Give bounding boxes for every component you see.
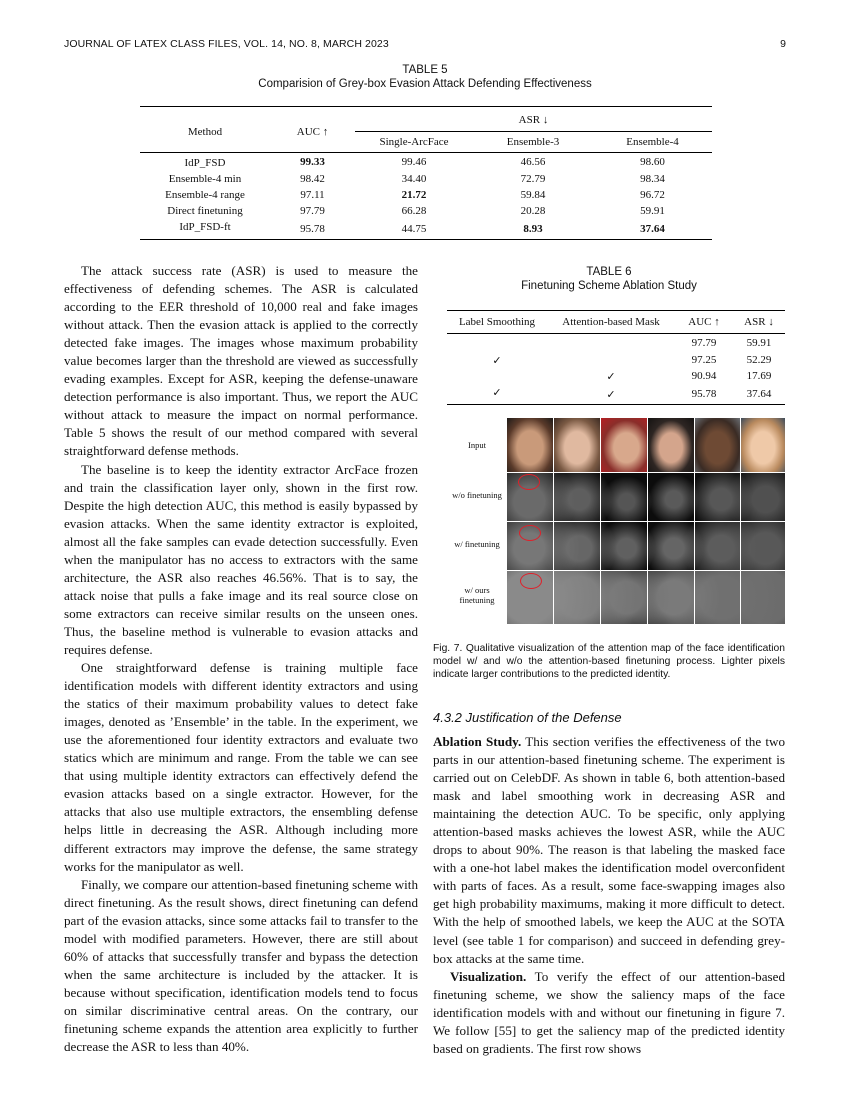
fig7-input-row — [507, 418, 785, 472]
saliency-map — [507, 522, 785, 570]
visualization-text: To verify the effect of our attention-based finetuning scheme, we show the saliency maps of the face identification models with and without our finetuning in figure 7. We follow [55] to get the saliency map of the predicted identity based on gradients. The first row shows — [433, 968, 785, 1056]
paragraph: The baseline is to keep the identity extractor ArcFace frozen and train the classification layer only, shown in the first row. Despite the high detection AUC, this method is easily bypassed by evasion attacks. When the same identity extractor is exploited, almost all the fake samples can evade detection successfully. Even when the manipulator has no access to extractors with the same architecture, the ASR also reaches 46.56%. That is to say, the attack noise that pulls a fake image and its real source close on some extractors can receive similar results on the unseen ones. Thus, the baseline method is vulnerable to evasion attacks and requires defense. — [64, 461, 418, 657]
table6-cell — [447, 334, 547, 353]
highlight-circle — [520, 573, 542, 589]
table5-cell: 20.28 — [520, 205, 546, 217]
table5-subheader: Ensemble-4 — [626, 136, 679, 148]
table5 — [140, 106, 712, 240]
table6-cell: ✓ — [606, 388, 616, 401]
table5-cell: 99.46 — [401, 156, 427, 168]
table6-cell: 37.64 — [746, 388, 772, 400]
grid-divider — [694, 473, 695, 624]
face-image — [507, 418, 553, 472]
table6-header: Attention-based Mask — [562, 316, 660, 328]
table5-title: Comparision of Grey-box Evasion Attack Defending Effectiveness — [258, 78, 592, 90]
paragraph: The attack success rate (ASR) is used to measure the effectiveness of defending schemes. The ASR is calculated according to the EER threshold of 10,000 real and fake images without attack. Then the evasion attack is applied to the correctly detected fake images. The images whose maximum probability value becomes larger than the threshold are viewed as successfully evading examples. Except for ASR, keeping the defense-unaware detection performance is also important. Thus, we report the AUC without attack to measure the impact on normal performance. Table 5 shows the result of our method compared with several straightforward defense methods. — [64, 263, 418, 459]
table5-caption — [0, 63, 850, 91]
table5-cell: 59.91 — [640, 205, 665, 217]
table6-header: ASR ↓ — [744, 316, 774, 328]
fig7-row-label: w/ finetuning — [454, 539, 500, 549]
visualization-lead: Visualization. — [450, 968, 527, 984]
table6-cell: 95.78 — [691, 388, 717, 400]
table6-cell: 90.94 — [691, 370, 717, 382]
fig7-saliency-row — [507, 473, 785, 521]
table5-cell: IdP_FSD-ft — [179, 221, 231, 233]
table5-cell: Ensemble-4 range — [165, 189, 245, 201]
table5-cell: IdP_FSD — [184, 157, 226, 169]
running-header: JOURNAL OF LATEX CLASS FILES, VOL. 14, NO. 8, MARCH 2023 — [64, 38, 389, 50]
face-image — [741, 418, 785, 472]
table6-cell: 97.79 — [691, 337, 717, 349]
table5-subheader: Single-ArcFace — [379, 136, 449, 148]
table6-caption — [433, 265, 785, 293]
grid-divider — [600, 473, 601, 624]
paragraph: Finally, we compare our attention-based finetuning scheme with direct finetuning. As the result shows, direct finetuning can defend part of the evasion attacks, since some attacks fail to transfer to the model with modified parameters. However, there are still about 60% of attacks that successfully transfer and bypass the detection when the same architecture is included by the attacker. It is because without specification, identification models tend to focus on similar discriminative central areas. On the contrary, our finetuning scheme expands the attention area explicitly to further decrease the ASR to less than 40%. — [64, 876, 418, 1055]
ablation-lead: Ablation Study. — [433, 734, 522, 749]
fig7-row-label: w/ ours finetuning — [459, 585, 495, 605]
table5-cell: 98.34 — [640, 173, 665, 185]
table5-header-auc: AUC ↑ — [296, 125, 329, 138]
table6-cell: 97.25 — [691, 354, 717, 366]
table5-cell: 21.72 — [401, 189, 427, 201]
table5-cell: 72.79 — [520, 173, 546, 185]
table5-cell: 97.11 — [300, 189, 325, 201]
table5-cell: 8.93 — [523, 223, 543, 235]
highlight-circle — [519, 525, 541, 541]
grid-divider — [553, 473, 554, 624]
table5-cell: 46.56 — [520, 156, 546, 168]
table6-cell: 59.91 — [746, 337, 772, 349]
table5-cell: 44.75 — [401, 223, 427, 235]
grid-divider — [740, 473, 741, 624]
grid-divider — [647, 473, 648, 624]
table6 — [447, 310, 785, 405]
table6-cell — [547, 352, 675, 368]
table5-cell: 66.28 — [401, 205, 427, 217]
table6-label: TABLE 6 — [586, 266, 632, 278]
right-column — [433, 733, 785, 1058]
face-image — [648, 418, 694, 472]
table6-header: AUC ↑ — [688, 316, 720, 328]
paragraph — [433, 968, 785, 1058]
table6-cell — [447, 368, 547, 384]
figure7 — [447, 418, 785, 624]
fig7-row-label: w/o finetuning — [452, 490, 502, 500]
table5-cell: 96.72 — [640, 189, 665, 201]
face-image — [695, 418, 740, 472]
table5-cell: Direct finetuning — [167, 205, 243, 217]
table6-cell: ✓ — [492, 386, 502, 399]
saliency-map — [507, 571, 785, 624]
table5-cell: 59.84 — [520, 189, 546, 201]
table6-cell — [547, 334, 675, 353]
table5-cell: 97.79 — [300, 205, 325, 217]
table6-cell: ✓ — [606, 370, 616, 383]
figure7-caption: Fig. 7. Qualitative visualization of the attention map of the face identification model w/ and w/o the attention-based finetuning process. Lighter pixels indicate larger contributions to the predicted identity. — [433, 643, 785, 680]
table6-title: Finetuning Scheme Ablation Study — [521, 280, 697, 292]
table6-cell: 17.69 — [746, 370, 772, 382]
table6-cell: ✓ — [492, 354, 502, 367]
table6-header: Label Smoothing — [458, 316, 536, 328]
table5-cell: 98.42 — [300, 173, 325, 185]
table5-label: TABLE 5 — [402, 64, 448, 76]
fig7-row-label: Input — [468, 440, 486, 450]
paragraph — [433, 733, 785, 968]
fig7-grid — [507, 418, 785, 624]
fig7-saliency-row — [507, 571, 785, 624]
fig7-saliency-row — [507, 522, 785, 570]
table5-cell: 99.33 — [300, 156, 325, 168]
paragraph: One straightforward defense is training multiple face identification models with different identity extractors and using the statics of their maximum probability values to detect fake images, denoted as ’Ensemble’ in the table. In the experiment, we use the aforementioned four identity extractors and evaluate two statics which are minimum and range. From the table we can see that using multiple identity extractors can effectively defend the evasion attacks based on a single extractor. However, for the attacks that also use multiple extractors, the ensembling defense helps little in decreasing the ASR. Although including more different extractors may improve the defense, the same strategy works for the manipulator as well. — [64, 660, 418, 874]
saliency-map — [507, 473, 785, 521]
ablation-text: This section verifies the effectiveness of the two parts in our attention-based finetuning scheme. The experiment is carried out on CelebDF. As shown in table 6, both attention-based mask and label smoothing work in decreasing ASR and maintaining the detection AUC. To be specific, only applying attention-based masks achieves the lowest ASR, while the AUC drops to about 90%. The reason is that labeling the masked face with a one-hot label makes the identification model overconfident with parts of faces. As a result, some face-swapping images also get high probability maximums, making it more difficult to detect. With the help of smoothed labels, we keep the AUC at the SOTA level (see table 1 for comparison) and succeed in defending grey-box attacks at the same time. — [433, 734, 785, 966]
table5-cell: Ensemble-4 min — [168, 173, 242, 185]
table5-header-method: Method — [187, 125, 223, 138]
table5-cell: 34.40 — [401, 173, 427, 185]
face-image — [554, 418, 600, 472]
table5-cell: 95.78 — [300, 223, 325, 235]
table5-subheader: Ensemble-3 — [506, 136, 560, 148]
section-heading: 4.3.2 Justification of the Defense — [433, 710, 622, 725]
table6-cell: 52.29 — [746, 354, 772, 366]
table5-header-asr: ASR ↓ — [355, 107, 712, 132]
page-number: 9 — [780, 38, 786, 50]
table5-cell: 98.60 — [640, 156, 665, 168]
table5-cell: 37.64 — [640, 223, 665, 235]
highlight-circle — [518, 474, 540, 490]
left-column — [64, 262, 418, 1056]
face-image — [601, 418, 647, 472]
